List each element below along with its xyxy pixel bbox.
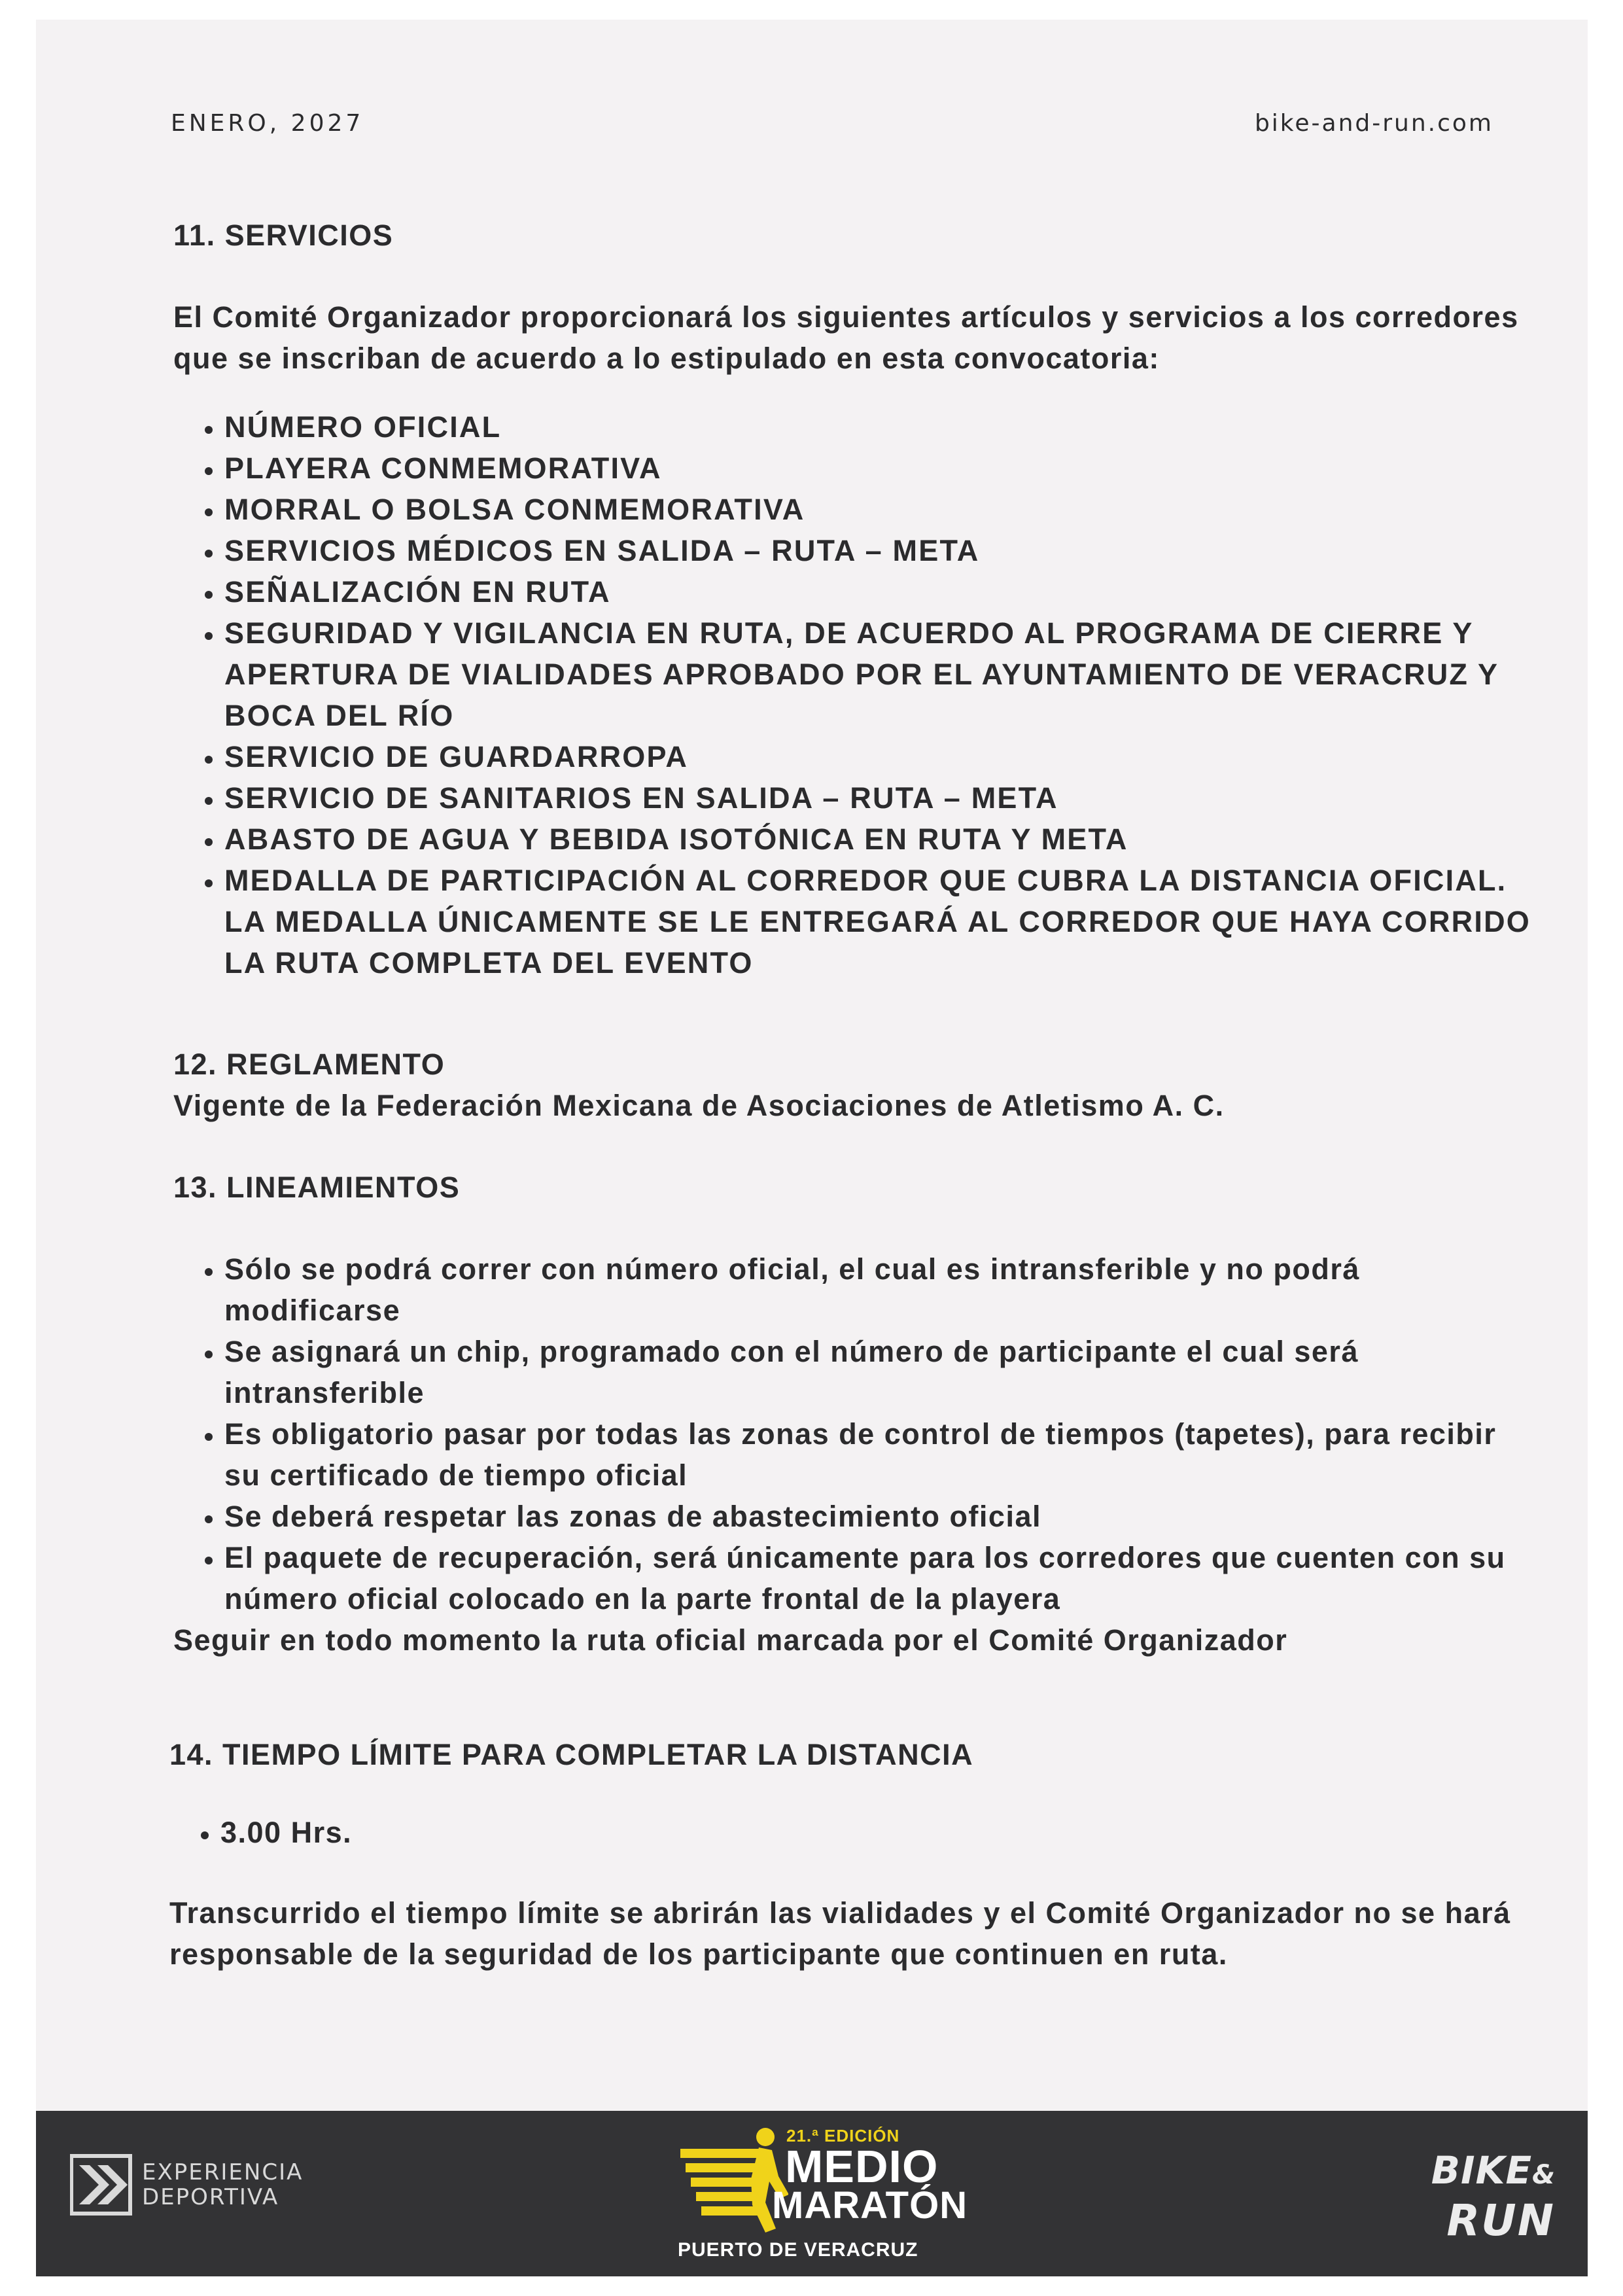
medio-label: MEDIO — [785, 2141, 939, 2192]
exp-line2: DEPORTIVA — [142, 2184, 279, 2210]
list-item: • SERVICIOS MÉDICOS EN SALIDA – RUTA – META — [224, 530, 1534, 571]
header-site: bike-and-run.com — [1254, 110, 1493, 137]
runner-logo-icon — [674, 2124, 788, 2238]
bike-label: BIKE — [1431, 2148, 1533, 2193]
list-item: • MEDALLA DE PARTICIPACIÓN AL CORREDOR QUE CUBRA LA DISTANCIA OFICIAL. LA MEDALLA ÚNICAMENTE SE LE ENTREGARÁ AL CORREDOR QUE HAYA CORRIDO LA RUTA COMPLETA DEL EVENTO — [224, 860, 1534, 983]
city-label: PUERTO DE VERACRUZ — [678, 2239, 918, 2261]
list-item: • SEGURIDAD Y VIGILANCIA EN RUTA, DE ACUERDO AL PROGRAMA DE CIERRE Y APERTURA DE VIALIDADES APROBADO POR EL AYUNTAMIENTO DE VERACRUZ Y BOCA DEL RÍO — [224, 612, 1534, 736]
list-item: • 3.00 Hrs. — [220, 1812, 1534, 1853]
section-13-closing: Seguir en todo momento la ruta oficial marcada por el Comité Organizador — [173, 1623, 1288, 1657]
list-item: • Se deberá respetar las zonas de abastecimiento oficial — [224, 1496, 1534, 1537]
section-12-title: 12. REGLAMENTO — [173, 1048, 445, 1081]
bike-and-run-logo — [1431, 2148, 1555, 2246]
run-label: RUN — [1446, 2195, 1555, 2246]
section-11-intro: El Comité Organizador proporcionará los siguientes artículos y servicios a los corredores que se inscriban de acuerdo a lo estipulado en esta convocatoria: — [173, 300, 1519, 375]
list-item: • PLAYERA CONMEMORATIVA — [224, 448, 1534, 489]
experiencia-deportiva-logo — [70, 2153, 303, 2216]
list-item: • Sólo se podrá correr con número oficial, el cual es intransferible y no podrá modificarse — [224, 1248, 1534, 1331]
maraton-label: MARATÓN — [772, 2184, 968, 2227]
footer-bar — [36, 2111, 1588, 2276]
services-list — [173, 406, 1534, 983]
double-chevron-icon — [70, 2153, 133, 2216]
document-body — [169, 215, 1534, 1975]
list-item: • SEÑALIZACIÓN EN RUTA — [224, 571, 1534, 612]
guidelines-list — [173, 1248, 1534, 1619]
edition-label: 21.ª EDICIÓN — [786, 2126, 900, 2146]
document-page — [36, 20, 1588, 2121]
list-item: • SERVICIO DE SANITARIOS EN SALIDA – RUTA – META — [224, 777, 1534, 819]
list-item: • MORRAL O BOLSA CONMEMORATIVA — [224, 489, 1534, 530]
section-12-text: Vigente de la Federación Mexicana de Asociaciones de Atletismo A. C. — [173, 1089, 1225, 1122]
list-item: • ABASTO DE AGUA Y BEBIDA ISOTÓNICA EN RUTA Y META — [224, 819, 1534, 860]
list-item: • NÚMERO OFICIAL — [224, 406, 1534, 448]
header-date: ENERO, 2027 — [171, 110, 364, 137]
list-item: • SERVICIO DE GUARDARROPA — [224, 736, 1534, 777]
ampersand-label: & — [1532, 2160, 1555, 2190]
list-item: • Se asignará un chip, programado con el número de participante el cual será intransferible — [224, 1331, 1534, 1413]
time-limit-list — [173, 1812, 1534, 1853]
list-item: • El paquete de recuperación, será únicamente para los corredores que cuenten con su número oficial colocado en la parte frontal de la playera — [224, 1537, 1534, 1619]
list-item: • Es obligatorio pasar por todas las zonas de control de tiempos (tapetes), para recibir su certificado de tiempo oficial — [224, 1413, 1534, 1496]
section-14-note: Transcurrido el tiempo límite se abrirán las vialidades y el Comité Organizador no se hará responsable de la seguridad de los participante que continuen en ruta. — [169, 1896, 1511, 1971]
exp-line1: EXPERIENCIA — [142, 2159, 304, 2185]
section-14-title: 14. TIEMPO LÍMITE PARA COMPLETAR LA DISTANCIA — [169, 1738, 974, 1771]
section-13-title: 13. LINEAMIENTOS — [173, 1171, 461, 1204]
medio-maraton-logo — [674, 2124, 968, 2268]
section-11-title: 11. SERVICIOS — [173, 219, 394, 252]
